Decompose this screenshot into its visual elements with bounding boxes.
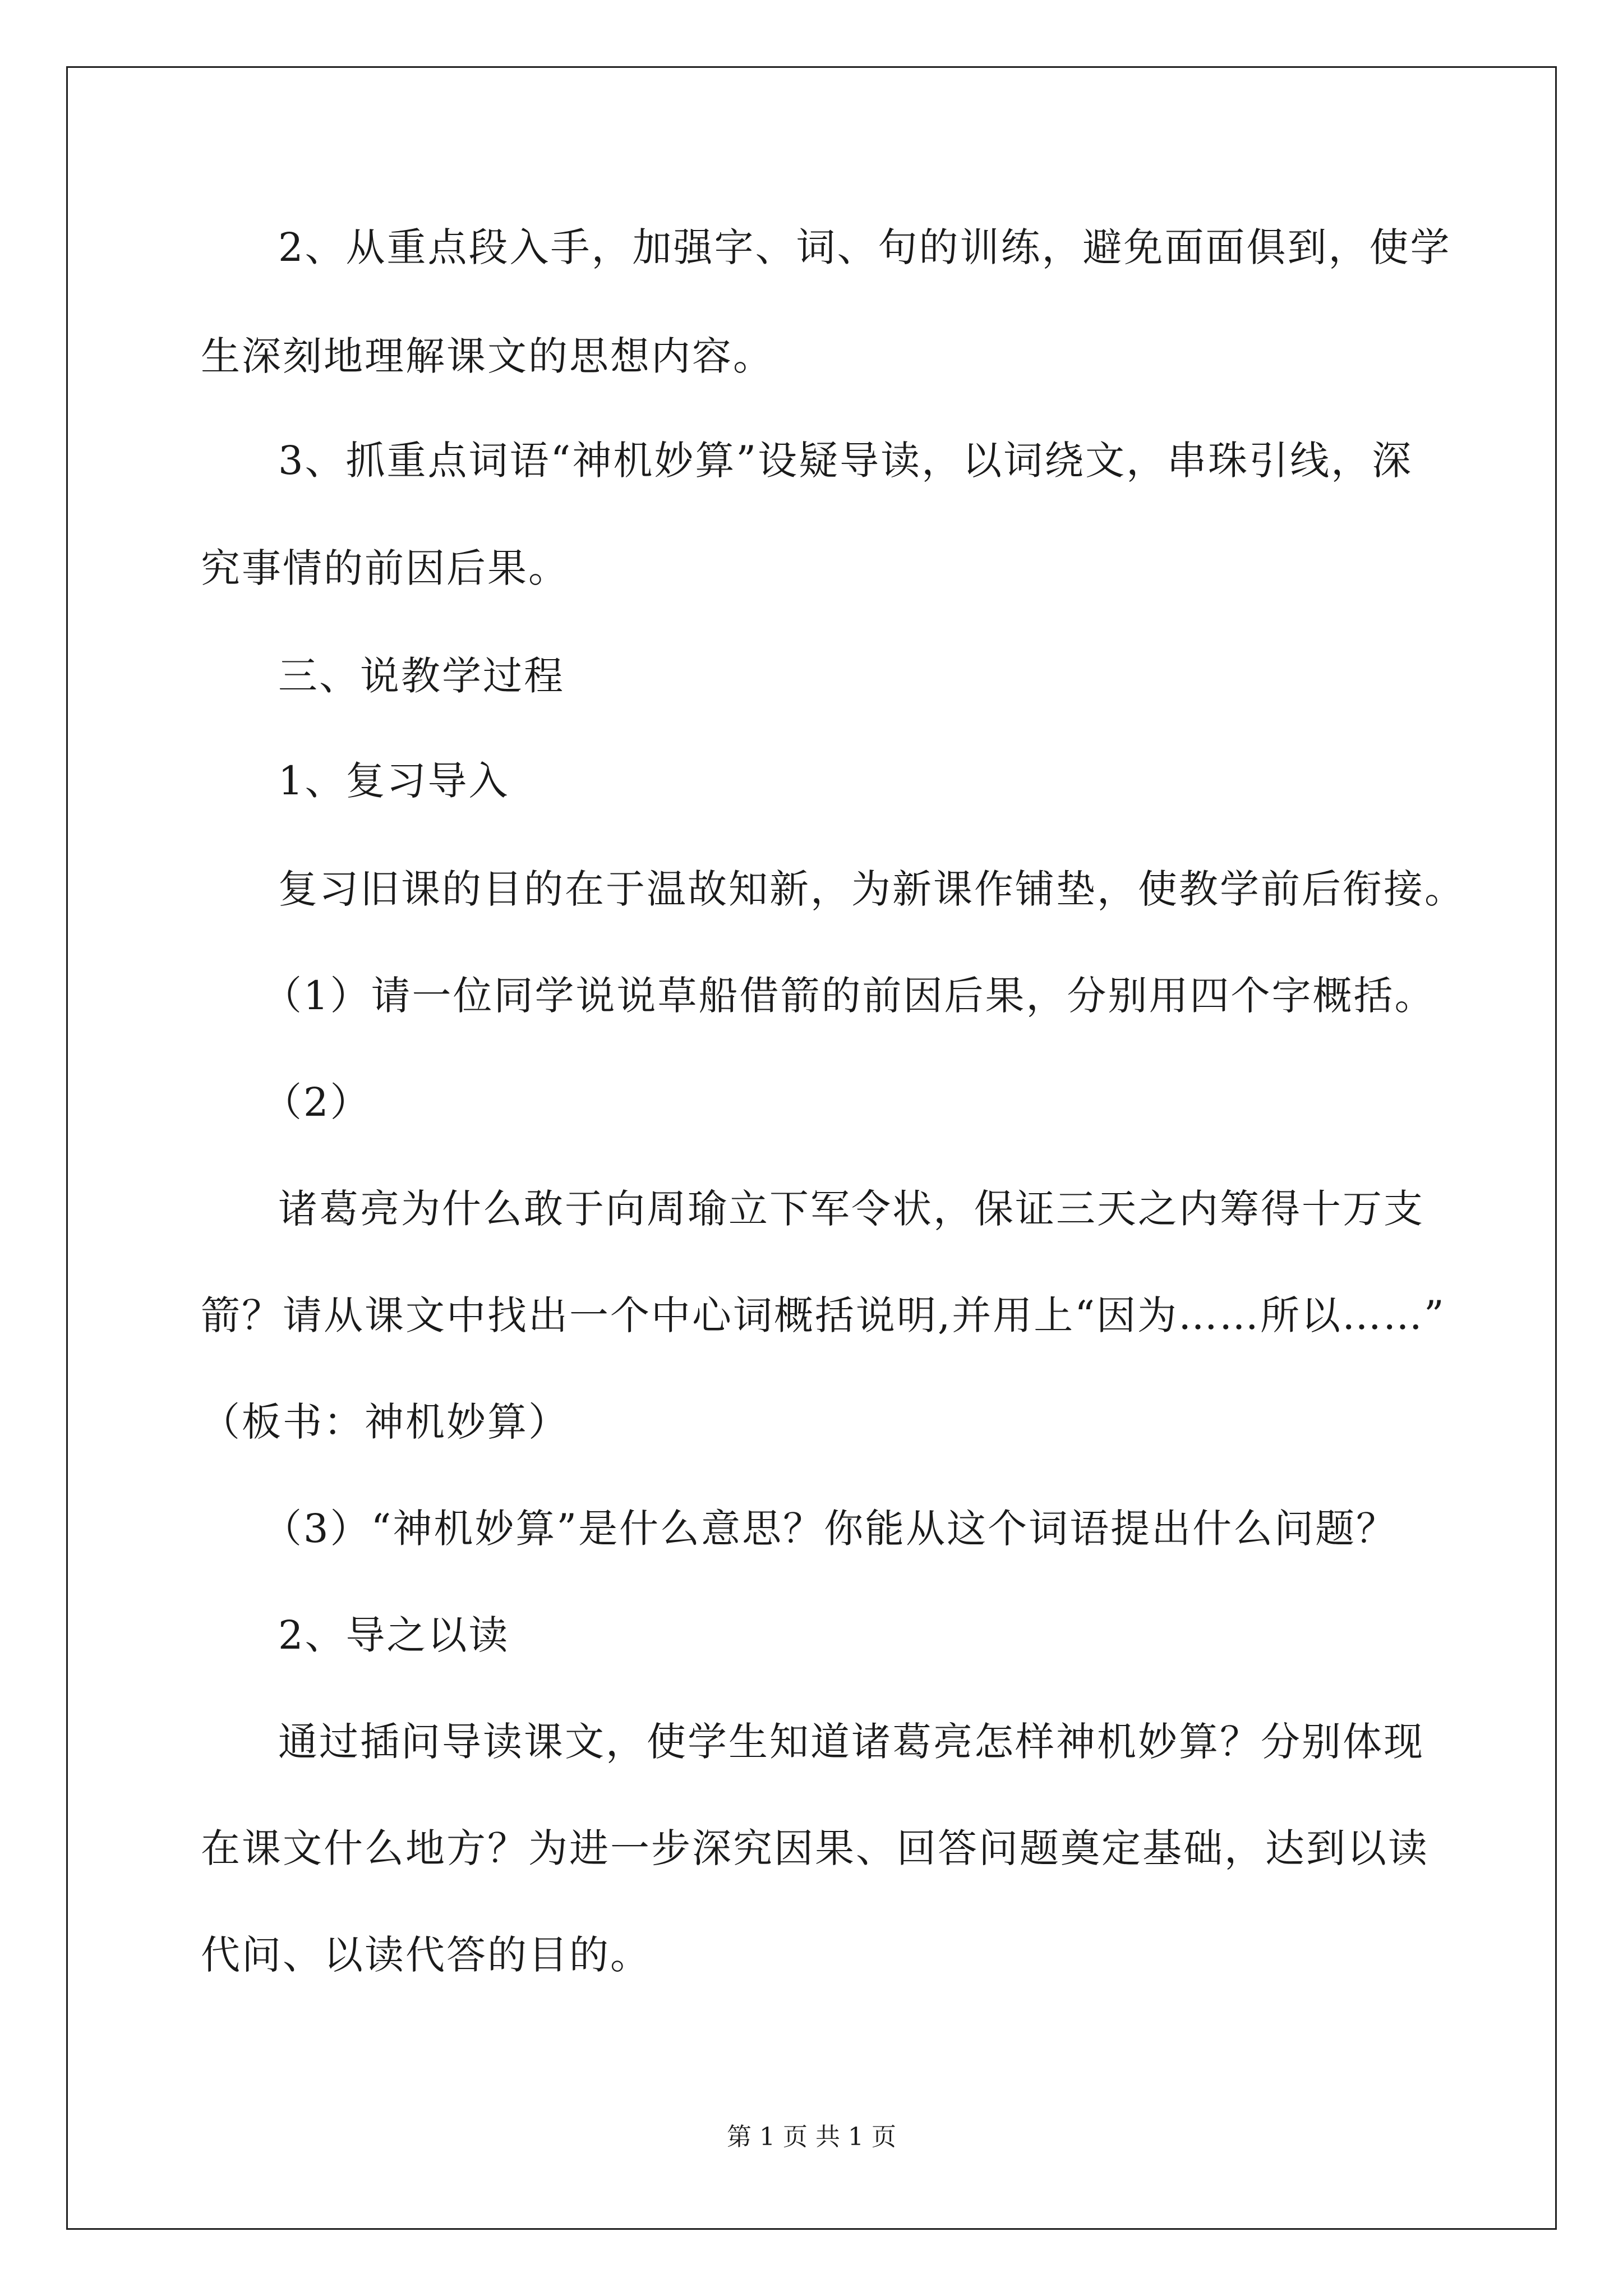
subsection-heading: 1、复习导入 bbox=[278, 758, 510, 804]
paragraph-line: 3、抓重点词语“神机妙算”设疑导读，以词绕文，串珠引线，深 bbox=[278, 438, 1413, 484]
paragraph-line: （1）请一位同学说说草船借箭的前因后果，分别用四个字概括。 bbox=[262, 973, 1436, 1019]
paragraph-line: （2） bbox=[262, 1079, 371, 1125]
paragraph-line: 代问、以读代答的目的。 bbox=[201, 1932, 651, 1978]
page-number-footer: 第 1 页 共 1 页 bbox=[727, 2123, 896, 2151]
paragraph-line: （板书：神机妙算） bbox=[201, 1399, 569, 1445]
paragraph-line: 通过插问导读课文，使学生知道诸葛亮怎样神机妙算？分别体现 bbox=[278, 1719, 1424, 1765]
paragraph-line: 究事情的前因后果。 bbox=[201, 545, 569, 591]
paragraph-line: 箭？请从课文中找出一个中心词概括说明,并用上“因为……所以……” bbox=[201, 1292, 1446, 1338]
section-heading: 三、说教学过程 bbox=[278, 653, 565, 699]
paragraph-line: 诸葛亮为什么敢于向周瑜立下军令状，保证三天之内筹得十万支 bbox=[278, 1186, 1424, 1232]
paragraph-line: 生深刻地理解课文的思想内容。 bbox=[201, 333, 774, 379]
subsection-heading: 2、导之以读 bbox=[278, 1612, 510, 1658]
paragraph-line: （3）“神机妙算”是什么意思？你能从这个词语提出什么问题？ bbox=[262, 1506, 1398, 1552]
paragraph-line: 2、从重点段入手，加强字、词、句的训练，避免面面俱到，使学 bbox=[278, 224, 1451, 270]
paragraph-line: 在课文什么地方？为进一步深究因果、回答问题奠定基础，达到以读 bbox=[201, 1825, 1429, 1871]
paragraph-line: 复习旧课的目的在于温故知新，为新课作铺垫，使教学前后衔接。 bbox=[278, 866, 1465, 912]
page-border bbox=[66, 66, 1557, 2230]
